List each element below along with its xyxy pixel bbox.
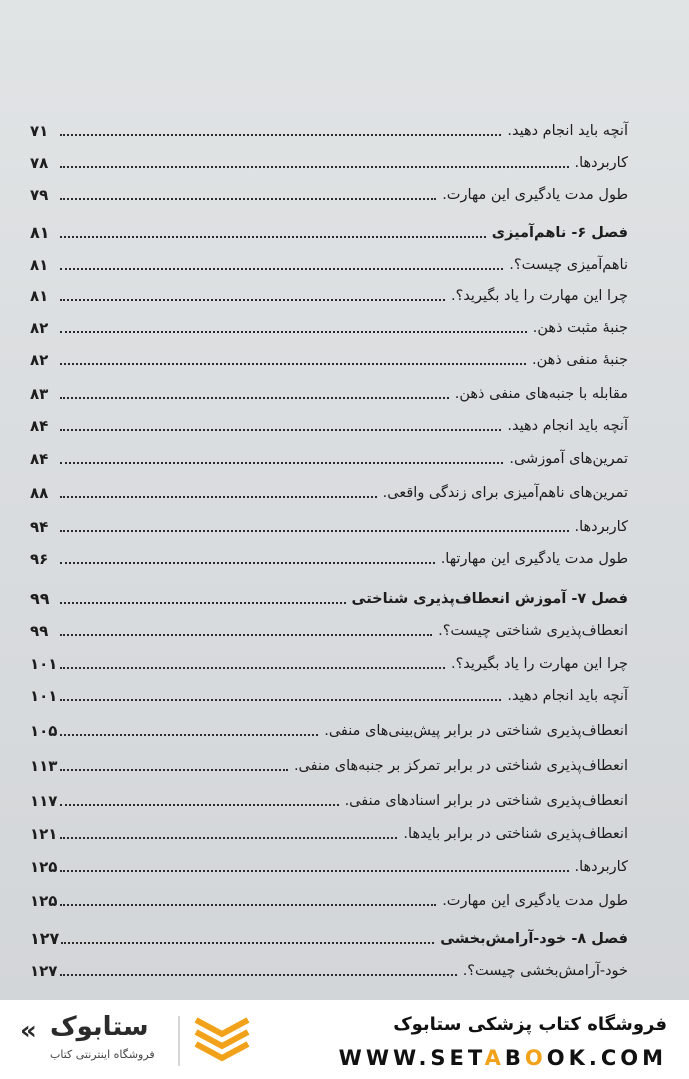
- toc-entry-row: [30, 952, 628, 982]
- toc-entry-row: [30, 540, 628, 570]
- page-number: ۱۰۱: [30, 655, 58, 673]
- dot-leader: [60, 667, 445, 669]
- entry-title: طول مدت یادگیری این مهارتها.: [440, 551, 628, 567]
- dot-leader: [60, 904, 436, 906]
- entry-title: انعطاف‌پذیری شناختی در برابر پیش‌بینی‌های منفی.: [324, 723, 628, 739]
- page-number: ۸۱: [30, 256, 49, 274]
- toc-entry-row: [30, 375, 628, 405]
- toc-entry-row: [30, 341, 628, 371]
- entry-title: آنچه باید انجام دهید.: [507, 123, 628, 139]
- page-number: ۸۳: [30, 385, 49, 403]
- logo-divider: [178, 1016, 180, 1066]
- dot-leader: [60, 331, 527, 333]
- toc-entry-row: [30, 645, 628, 675]
- chapter-heading-row: [30, 214, 628, 244]
- page-number: ۱۰۵: [30, 722, 58, 740]
- entry-title: خود-آرامش‌بخشی چیست؟.: [462, 963, 628, 979]
- store-logo[interactable]: [20, 1012, 270, 1070]
- entry-title: جنبهٔ مثبت ذهن.: [532, 320, 628, 336]
- dot-leader: [60, 268, 503, 270]
- entry-title: مقابله با جنبه‌های منفی ذهن.: [454, 386, 628, 402]
- toc-entry-row: [30, 112, 628, 142]
- dot-leader: [60, 562, 435, 564]
- dot-leader: [60, 734, 318, 736]
- page-number: ۱۲۷: [30, 962, 58, 980]
- entry-title: آنچه باید انجام دهید.: [507, 688, 628, 704]
- page-number: ۷۹: [30, 186, 49, 204]
- dot-leader: [60, 166, 569, 168]
- toc-entry-row: [30, 508, 628, 538]
- chapter-title: فصل ۶- ناهم‌آمیزی: [491, 225, 628, 241]
- page-number: ۱۲۵: [30, 858, 58, 876]
- dot-leader: [60, 299, 445, 301]
- toc-entry-row: [30, 277, 628, 307]
- toc-entry-row: [30, 677, 628, 707]
- entry-title: انعطاف‌پذیری شناختی در برابر بایدها.: [403, 826, 628, 842]
- dot-leader: [60, 974, 457, 976]
- page-number: ۱۱۳: [30, 757, 58, 775]
- entry-title: کاربردها.: [574, 155, 628, 171]
- page-number: ۸۴: [30, 450, 49, 468]
- entry-title: جنبهٔ منفی ذهن.: [531, 352, 628, 368]
- entry-title: انعطاف‌پذیری شناختی در برابر تمرکز بر جنبه‌های منفی.: [293, 758, 628, 774]
- chapter-title: فصل ۸- خود-آرامش‌بخشی: [440, 931, 628, 947]
- entry-title: طول مدت یادگیری این مهارت.: [442, 187, 628, 203]
- dot-leader: [61, 942, 434, 944]
- page-number: ۱۲۱: [30, 825, 58, 843]
- url-part: WWW.SET: [338, 1046, 485, 1070]
- url-accent: O: [524, 1046, 547, 1070]
- page-number: ۹۶: [30, 550, 49, 568]
- dot-leader: [60, 363, 526, 365]
- dot-leader: [60, 198, 436, 200]
- store-title: فروشگاه کتاب پزشکی ستابوک: [393, 1014, 667, 1035]
- chevron-stack-icon: [192, 1016, 252, 1068]
- toc-entry-row: [30, 309, 628, 339]
- dot-leader: [60, 769, 288, 771]
- page-number: ۸۱: [30, 287, 49, 305]
- dot-leader: [60, 870, 569, 872]
- entry-title: تمرین‌های ناهم‌آمیزی برای زندگی واقعی.: [382, 485, 628, 501]
- page-number: ۹۹: [30, 622, 49, 640]
- toc-entry-row: [30, 612, 628, 642]
- logo-tagline: فروشگاه اینترنتی کتاب: [50, 1048, 155, 1061]
- page-number: ۸۲: [30, 319, 49, 337]
- dot-leader: [60, 699, 501, 701]
- dot-leader: [60, 804, 339, 806]
- double-arrow-icon: «: [20, 1016, 37, 1046]
- entry-title: انعطاف‌پذیری شناختی در برابر اسنادهای منفی.: [344, 793, 628, 809]
- dot-leader: [60, 429, 501, 431]
- entry-title: طول مدت یادگیری این مهارت.: [442, 893, 628, 909]
- page-number: ۱۱۷: [30, 792, 58, 810]
- page-number: ۸۸: [30, 484, 49, 502]
- toc-entry-row: [30, 474, 628, 504]
- logo-wordmark: ستابوک: [50, 1012, 149, 1042]
- toc-entry-row: [30, 246, 628, 276]
- toc-entry-row: [30, 144, 628, 174]
- toc-entry-row: [30, 440, 628, 470]
- entry-title: آنچه باید انجام دهید.: [507, 418, 628, 434]
- dot-leader: [60, 602, 346, 604]
- dot-leader: [60, 134, 501, 136]
- dot-leader: [60, 837, 397, 839]
- page-number: ۱۰۱: [30, 687, 58, 705]
- url-part: B: [504, 1046, 525, 1070]
- url-part: OK.COM: [546, 1046, 667, 1070]
- toc-entry-row: [30, 882, 628, 912]
- page-number: ۹۴: [30, 518, 49, 536]
- toc-entry-row: [30, 848, 628, 878]
- dot-leader: [60, 397, 449, 399]
- entry-title: انعطاف‌پذیری شناختی چیست؟.: [438, 623, 628, 639]
- page-number: ۱۲۷: [30, 929, 60, 948]
- chapter-heading-row: [30, 580, 628, 610]
- dot-leader: [60, 634, 432, 636]
- dot-leader: [60, 462, 503, 464]
- toc-entry-row: [30, 815, 628, 845]
- toc-entry-row: [30, 712, 628, 742]
- page-number: ۸۲: [30, 351, 49, 369]
- toc-entry-row: [30, 747, 628, 777]
- dot-leader: [60, 236, 486, 238]
- entry-title: کاربردها.: [574, 859, 628, 875]
- entry-title: ناهم‌آمیزی چیست؟.: [509, 257, 628, 273]
- page-number: ۹۹: [30, 589, 50, 608]
- toc-entry-row: [30, 176, 628, 206]
- entry-title: کاربردها.: [574, 519, 628, 535]
- page-number: ۸۱: [30, 223, 50, 242]
- toc-entry-row: [30, 782, 628, 812]
- toc-entry-row: [30, 407, 628, 437]
- store-url-link[interactable]: [339, 1046, 667, 1070]
- entry-title: تمرین‌های آموزشی.: [509, 451, 628, 467]
- page-number: ۱۲۵: [30, 892, 58, 910]
- entry-title: چرا این مهارت را یاد بگیرید؟.: [451, 288, 628, 304]
- store-footer: [0, 1000, 689, 1079]
- chapter-title: فصل ۷- آموزش انعطاف‌پذیری شناختی: [351, 591, 628, 607]
- page-number: ۸۴: [30, 417, 49, 435]
- page-number: ۷۸: [30, 154, 49, 172]
- page-number: ۷۱: [30, 122, 49, 140]
- dot-leader: [60, 496, 377, 498]
- chapter-heading-row: [30, 920, 628, 950]
- dot-leader: [60, 530, 569, 532]
- entry-title: چرا این مهارت را یاد بگیرید؟.: [451, 656, 628, 672]
- url-accent: A: [484, 1046, 505, 1070]
